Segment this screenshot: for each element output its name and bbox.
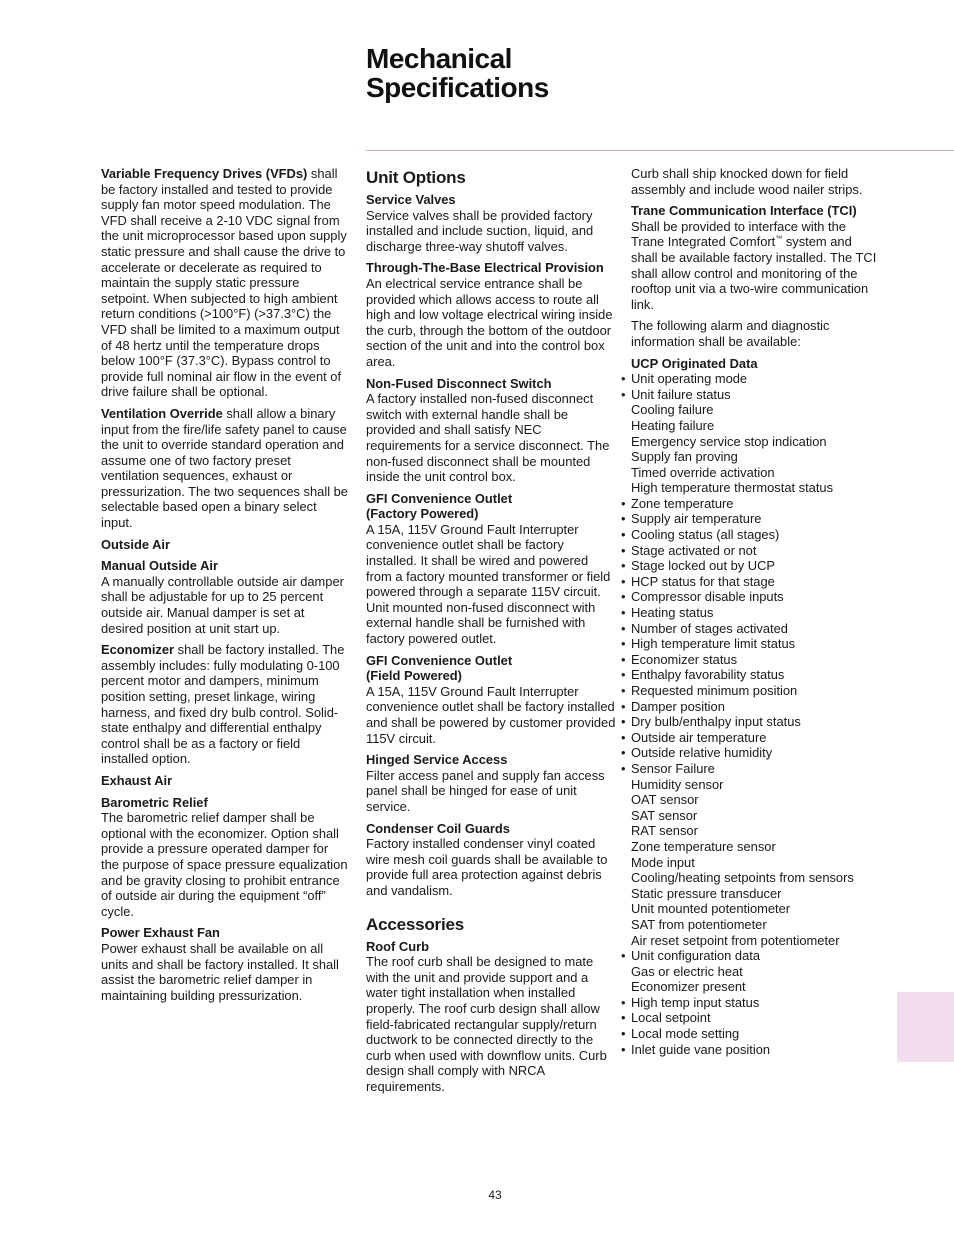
roof-curb-text: The roof curb shall be designed to mate with the unit and provide support and a water tight installation when installed properly. The roof curb design shall allow field-fabricated rectangular supply/return ductwork to be connected directly to the curb when used with downflow units. Curb design shall comply with NRCA requirements. — [366, 954, 607, 1094]
ucp-list-item: • Outside air temperature — [631, 730, 881, 746]
ucp-list-item: • Stage locked out by UCP — [631, 558, 881, 574]
tci-text-before: Shall be provided to interface with the Trane Integrated Comfort — [631, 218, 846, 250]
ucp-list-item: • Number of stages activated — [631, 621, 881, 637]
ucp-list-item: • Stage activated or not — [631, 543, 881, 559]
gfi-factory-block — [366, 491, 616, 647]
coil-guards-block — [366, 821, 616, 899]
gfi-factory-heading: GFI Convenience Outlet — [366, 490, 513, 506]
header-divider — [366, 150, 954, 151]
ucp-heading: UCP Originated Data — [631, 355, 758, 371]
service-valves-block — [366, 192, 616, 254]
section-tab-marker — [897, 992, 954, 1062]
curb-ship-text: Curb shall ship knocked down for field assembly and include wood nailer strips. — [631, 166, 863, 197]
coil-guards-text: Factory installed condenser vinyl coated wire mesh coil guards shall be available to provide full area protection against debris and vandalism. — [366, 836, 608, 898]
ucp-list-subitem: Humidity sensor — [631, 776, 724, 792]
ucp-list-subitem: Static pressure transducer — [631, 885, 782, 901]
trademark-mark: ™ — [775, 236, 783, 244]
hinged-heading: Hinged Service Access — [366, 752, 508, 768]
ucp-list-subitem: Cooling/heating setpoints from sensors — [631, 870, 854, 886]
ucp-list-subitem: SAT from potentiometer — [631, 916, 767, 932]
ucp-list-item: • Enthalpy favorability status — [631, 667, 881, 683]
gfi-field-heading: GFI Convenience Outlet — [366, 652, 513, 668]
non-fused-block — [366, 376, 616, 485]
gfi-field-subheading: (Field Powered) — [366, 668, 462, 684]
ucp-list-item: • Unit failure status — [631, 387, 881, 403]
non-fused-heading: Non-Fused Disconnect Switch — [366, 375, 552, 391]
ucp-list-item: • HCP status for that stage — [631, 574, 881, 590]
ucp-list-item: • Economizer status — [631, 652, 881, 668]
alarm-intro-text: The following alarm and diagnostic information shall be available: — [631, 318, 830, 349]
vfd-paragraph — [101, 166, 349, 400]
ucp-list-item: • Zone temperature — [631, 496, 881, 512]
ucp-list-item: • Inlet guide vane position — [631, 1042, 881, 1058]
ucp-list-subitem: High temperature thermostat status — [631, 480, 834, 496]
ucp-list-subitem: Gas or electric heat — [631, 963, 743, 979]
title-line-2: Specifications — [366, 72, 549, 103]
manual-oa-block — [101, 558, 349, 636]
ucp-list-item: • Requested minimum position — [631, 683, 881, 699]
service-valves-text: Service valves shall be provided factory installed and include suction, liquid, and discharge three-way shutoff valves. — [366, 207, 594, 254]
ucp-list-item: • Unit configuration data — [631, 948, 881, 964]
ucp-list-item: • Local setpoint — [631, 1010, 881, 1026]
ucp-list-subitem: Cooling failure — [631, 402, 714, 418]
through-base-heading: Through-The-Base Electrical Provision — [366, 260, 604, 276]
ucp-list-item: • Outside relative humidity — [631, 745, 881, 761]
ucp-list-item: • Dry bulb/enthalpy input status — [631, 714, 881, 730]
ucp-list-subitem: Unit mounted potentiometer — [631, 901, 791, 917]
ucp-list-subitem: OAT sensor — [631, 792, 699, 808]
ventilation-paragraph — [101, 406, 349, 531]
non-fused-text: A factory installed non-fused disconnect switch with external handle shall be provided and shall satisfy NEC requirements for a service disconnect. The non-fused disconnect shall be mounted inside the unit control box. — [366, 391, 610, 485]
ucp-list-item: • Compressor disable inputs — [631, 589, 881, 605]
ucp-list-subitem: SAT sensor — [631, 807, 698, 823]
ucp-list-subitem: Emergency service stop indication — [631, 433, 827, 449]
right-column — [631, 166, 881, 1057]
ucp-list-item: • Unit operating mode — [631, 371, 881, 387]
tci-text — [631, 219, 881, 313]
roof-curb-block — [366, 939, 616, 1095]
ucp-list-subitem: Air reset setpoint from potentiometer — [631, 932, 840, 948]
power-exhaust-heading: Power Exhaust Fan — [101, 925, 220, 941]
manual-oa-heading: Manual Outside Air — [101, 558, 218, 574]
service-valves-heading: Service Valves — [366, 192, 456, 207]
ucp-list-item: • High temp input status — [631, 995, 881, 1011]
ventilation-lead: Ventilation Override — [101, 405, 223, 421]
gfi-factory-subheading: (Factory Powered) — [366, 506, 479, 522]
through-base-block — [366, 260, 616, 369]
power-exhaust-text: Power exhaust shall be available on all units and shall be factory installed. It shall assist the barometric relief damper in maintaining building pressurization. — [101, 940, 339, 1003]
ucp-list-item: • Cooling status (all stages) — [631, 527, 881, 543]
ucp-list-item: • Supply air temperature — [631, 511, 881, 527]
barometric-heading: Barometric Relief — [101, 794, 208, 810]
tci-block — [631, 203, 881, 312]
economizer-lead: Economizer — [101, 642, 175, 658]
ucp-data-list — [631, 371, 881, 1057]
coil-guards-heading: Condenser Coil Guards — [366, 820, 510, 836]
ucp-list-subitem: Supply fan proving — [631, 449, 738, 465]
exhaust-air-heading: Exhaust Air — [101, 772, 173, 788]
barometric-text: The barometric relief damper shall be optional with the economizer. Option shall provide a pressure operated damper for the purpose of space pressure equalization and be gravity closing to prohibit entrance of outside air during the equipment “off” cycle. — [101, 810, 348, 919]
accessories-heading: Accessories — [366, 914, 464, 934]
ucp-list-item: • Local mode setting — [631, 1026, 881, 1042]
power-exhaust-block — [101, 925, 349, 1003]
gfi-factory-text: A 15A, 115V Ground Fault Interrupter convenience outlet shall be factory installed. It shall be wired and powered from a factory mounted transformer or field powered through a separate 115V circuit. Unit mounted non-fused disconnect with external handle shall be furnished with factory powered outlet. — [366, 521, 611, 647]
gfi-field-text: A 15A, 115V Ground Fault Interrupter convenience outlet shall be factory installed and shall be powered by customer provided 115V circuit. — [366, 683, 616, 746]
page-number: 43 — [488, 1188, 502, 1202]
ucp-list-item: • Heating status — [631, 605, 881, 621]
middle-column — [366, 166, 616, 1100]
ucp-list-subitem: Mode input — [631, 854, 695, 870]
vfd-text: shall be factory installed and tested to provide supply fan motor speed modulation. The VFD shall receive a 2-10 VDC signal from the unit microprocessor based upon supply static pressure and shall cause the drive to accelerate or decelerate as required to maintain the supply static pressure setpoint. When subjected to high ambient return conditions (>100°F) (>37.3°C) the VFD shall be limited to a maximum output of 48 hertz until the temperature drops below 100°F (37.3°C). Bypass control to provide full nominal air flow in the event of drive failure shall be optional. — [101, 166, 347, 400]
tci-heading: Trane Communication Interface (TCI) — [631, 203, 857, 219]
title-line-1: Mechanical — [366, 43, 512, 74]
hinged-block — [366, 752, 616, 814]
gfi-field-block — [366, 653, 616, 747]
page-title — [366, 44, 549, 102]
outside-air-heading: Outside Air — [101, 536, 170, 552]
ucp-list-item: • Sensor Failure — [631, 761, 881, 777]
roof-curb-heading: Roof Curb — [366, 938, 430, 954]
tci-text-after: system and shall be available factory installed. The TCI shall allow control and monitoring of the rooftop unit via a two-wire communication link. — [631, 234, 877, 312]
unit-options-heading: Unit Options — [366, 168, 466, 187]
hinged-text: Filter access panel and supply fan access panel shall be hinged for ease of unit service. — [366, 767, 605, 814]
through-base-text: An electrical service entrance shall be provided which allows access to route all high and low voltage electrical wiring inside the curb, through the bottom of the outdoor section of the unit and into the control box area. — [366, 275, 613, 369]
vfd-lead: Variable Frequency Drives (VFDs) — [101, 166, 308, 181]
economizer-text: shall be factory installed. The assembly includes: fully modulating 0-100 percent motor and dampers, minimum position setting, preset linkage, wiring harness, and fixed dry bulb control. Solid-state enthalpy and differential enthalpy control shall be as a factory or field installed option. — [101, 642, 345, 767]
ucp-list-subitem: Economizer present — [631, 979, 746, 995]
ucp-list-item: • Damper position — [631, 699, 881, 715]
left-column — [101, 166, 349, 1009]
ucp-list-subitem: RAT sensor — [631, 823, 698, 839]
ucp-list-subitem: Heating failure — [631, 417, 715, 433]
ucp-list-subitem: Zone temperature sensor — [631, 838, 776, 854]
ucp-list-item: • High temperature limit status — [631, 636, 881, 652]
barometric-block — [101, 795, 349, 920]
manual-oa-text: A manually controllable outside air damper shall be adjustable for up to 25 percent outside air. Manual damper is set at desired position at unit start up. — [101, 573, 344, 636]
economizer-paragraph — [101, 642, 349, 767]
ventilation-text: shall allow a binary input from the fire/life safety panel to cause the unit to override standard operation and assume one of two factory preset ventilation sequences, exhaust or pressurization. The two sequences shall be selectable based open a binary select input. — [101, 405, 348, 531]
ucp-list-subitem: Timed override activation — [631, 464, 775, 480]
